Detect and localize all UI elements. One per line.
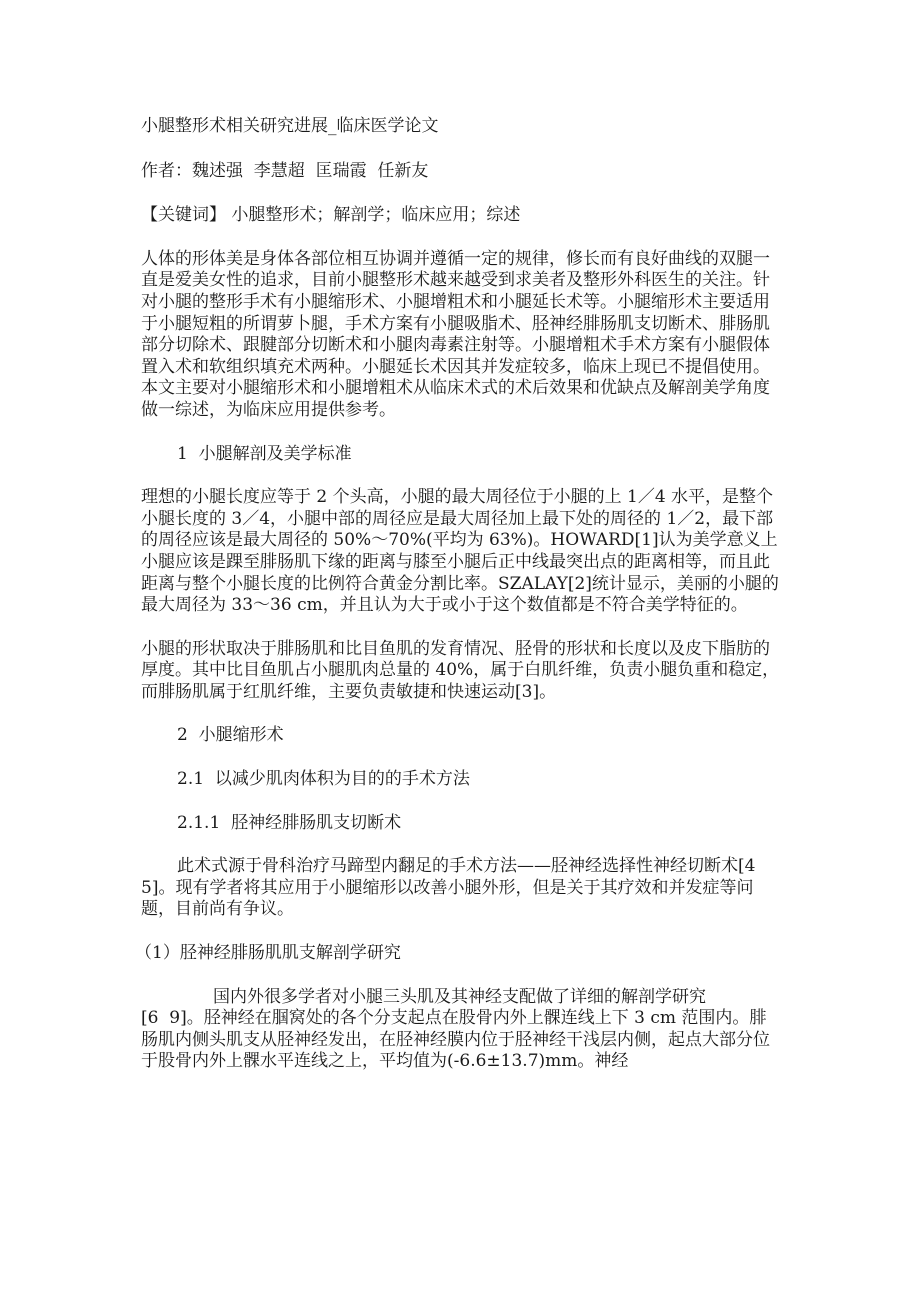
- authors-line: [141, 161, 781, 183]
- item-1-paragraph-rest: [6 9]。胫神经在腘窝处的各个分支起点在股骨内外上髁连线上下 3 cm 范围内。腓肠肌内侧头肌支从胫神经发出，在胫神经膜内位于胫神经干浅层内侧，起点大部分位于股骨内外上髁水平连线之上，平均值为(-6.6±13.7)mm。神经: [141, 1008, 770, 1072]
- item-heading-1: （1）胫神经腓肠肌肌支解剖学研究: [135, 943, 401, 964]
- abstract-paragraph: 人体的形体美是身体各部位相互协调并遵循一定的规律，修长而有良好曲线的双腿一直是爱美女性的追求，目前小腿整形术越来越受到求美者及整形外科医生的关注。针对小腿的整形手术有小腿缩形术、小腿增粗术和小腿延长术等。小腿缩形术主要适用于小腿短粗的所谓萝卜腿，手术方案有小腿吸脂术、胫神经腓肠肌支切断术、腓肠肌部分切除术、跟腱部分切断术和小腿肉毒素注射等。小腿增粗术手术方案有小腿假体置入术和软组织填充术两种。小腿延长术因其并发症较多，临床上现已不提倡使用。本文主要对小腿缩形术和小腿增粗术从临床术式的术后效果和优缺点及解剖美学角度做一综述，为临床应用提供参考。: [141, 248, 770, 420]
- keywords-line: [141, 205, 781, 227]
- section-heading-2: 2 小腿缩形术: [177, 725, 284, 746]
- item-1-paragraph-first-line: 国内外很多学者对小腿三头肌及其神经支配做了详细的解剖学研究: [213, 986, 706, 1007]
- document-title: 小腿整形术相关研究进展_临床医学论文: [141, 116, 439, 136]
- keywords-values: 小腿整形术；解剖学；临床应用；综述: [226, 205, 521, 226]
- subsection-2-1-1-paragraph: 此术式源于骨科治疗马蹄型内翻足的手术方法——胫神经选择性神经切断术[4 5]。现有学者将其应用于小腿缩形以改善小腿外形，但是关于其疗效和并发症等问题，目前尚有争议。: [141, 856, 756, 920]
- section1-paragraph-2: 小腿的形状取决于腓肠肌和比目鱼肌的发育情况、胫骨的形状和长度以及皮下脂肪的厚度。其中比目鱼肌占小腿肌肉总量的 40%，属于白肌纤维，负责小腿负重和稳定，而腓肠肌属于红肌纤维，主要负责敏捷和快速运动[3]。: [141, 638, 780, 702]
- section-heading-1: 1 小腿解剖及美学标准: [177, 443, 352, 464]
- document-page: [135, 116, 781, 1073]
- authors-label: 作者：: [141, 160, 192, 181]
- subsection-heading-2-1: 2.1 以减少肌肉体积为目的的手术方法: [177, 769, 470, 790]
- section1-paragraph-1: 理想的小腿长度应等于 2 个头高，小腿的最大周径位于小腿的上 1／4 水平，是整个小腿长度的 3／4，小腿中部的周径应是最大周径加上最下处的周径的 1／2，最下部的周径应该是最大周径的 50%～70%(平均为 63%)。HOWARD[1]认为美学意义上小腿应该是踝至腓肠肌下缘的距离与膝至小腿后正中线最突出点的距离相等，而且此距离与整个小腿长度的比例符合黄金分割比率。SZALAY[2]统计显示，美丽的小腿的最大周径为 33～36 cm，并且认为大于或小于这个数值都是不符合美学特征的。: [141, 487, 779, 616]
- item-1-paragraph: [141, 987, 781, 1073]
- keywords-label: 【关键词】: [141, 205, 226, 226]
- authors-names: 魏述强 李慧超 匡瑞霞 任新友: [192, 160, 429, 181]
- subsection-heading-2-1-1: 2.1.1 胫神经腓肠肌支切断术: [177, 812, 402, 833]
